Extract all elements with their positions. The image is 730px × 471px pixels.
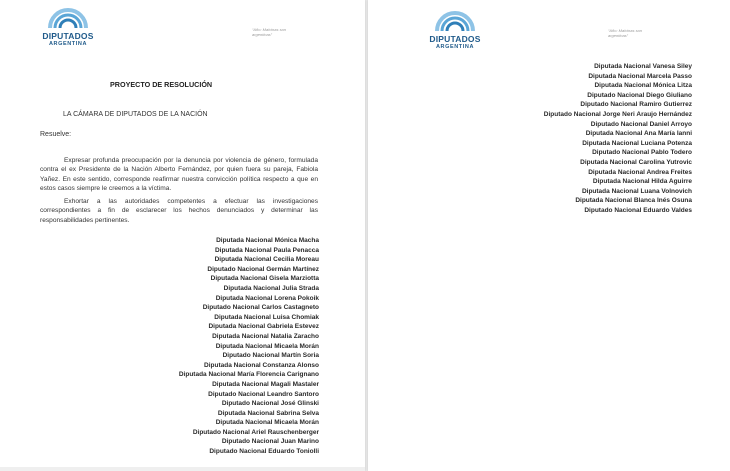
signer-name: Diputada Nacional Andrea Freites (588, 168, 692, 176)
signer-name: Diputado Nacional Leandro Santoro (208, 390, 319, 398)
signer-name: Diputado Nacional Jorge Neri Araujo Hernández (543, 110, 692, 118)
signer-name: Diputada Nacional Luciana Potenza (582, 139, 692, 147)
resolution-paragraph-2: Exhortar a las autoridades competentes a efectuar las investigaciones correspondientes a fin de esclarecer los hechos denunciados y determinar las responsabilidades pertinentes. (40, 198, 318, 224)
signer-name: Diputado Nacional Pablo Todero (592, 149, 692, 157)
signer-name: Diputada Nacional Gisela Marziotta (210, 275, 319, 283)
signer-name: Diputada Nacional Luisa Chomiak (214, 313, 319, 321)
diputados-logo (38, 6, 98, 47)
resuelve-label: Resuelve: (40, 131, 72, 138)
signer-name: Diputado Nacional José Glinski (221, 400, 319, 408)
logo-text-argentina: ARGENTINA (435, 44, 475, 50)
signer-name: Diputada Nacional Carolina Yutrovic (580, 158, 692, 166)
signer-name: Diputada Nacional Sabrina Selva (217, 409, 319, 417)
signer-name: Diputada Nacional Julia Strada (223, 284, 319, 292)
signer-name: Diputado Nacional Eduardo Valdes (584, 206, 692, 214)
signer-name: Diputada Nacional Ana María Ianni (585, 130, 692, 138)
sun-arc-logo-icon (46, 6, 90, 30)
signer-name: Diputada Nacional Hilda Aguirre (592, 178, 692, 186)
page-bottom-edge (0, 467, 365, 471)
signer-name: Diputada Nacional Micaela Morán (215, 342, 319, 350)
signer-name: Diputada Nacional Micaela Morán (215, 419, 319, 427)
logo-text-argentina: ARGENTINA (48, 41, 88, 47)
signer-name: Diputada Nacional María Florencia Carignano (178, 371, 319, 379)
signer-name: Diputado Nacional Juan Marino (221, 438, 319, 446)
signer-name: Diputado Nacional Germán Martínez (207, 265, 319, 273)
signer-name: Diputada Nacional Natalia Zaracho (212, 332, 319, 340)
signer-name: Diputado Nacional Eduardo Toniolli (209, 448, 319, 456)
signer-name: Diputada Nacional Marcela Passo (588, 72, 692, 80)
signer-name: Diputada Nacional Vanesa Siley (594, 63, 692, 70)
document-title: PROYECTO DE RESOLUCIÓN (110, 80, 213, 89)
sun-arc-logo-icon (433, 9, 477, 33)
signer-name: Diputado Nacional Carlos Castagneto (202, 304, 319, 312)
signer-name: Diputada Nacional Lorena Pokoik (215, 294, 319, 302)
signer-name: Diputada Nacional Luana Volnovich (581, 187, 692, 195)
header-note: “Año: Malvinas son argentinas” (252, 27, 287, 37)
resolution-paragraph-1: Expresar profunda preocupación por la denuncia por violencia de género, formulada contra el ex Presidente de la Nación Alberto Fernández, por quien fuera su pareja, Fabiola Yañez. En este sentido, corresponde reafirmar nuestra convicción política respecto a que en estos casos siempre le creemos a la víctima. (40, 157, 318, 193)
diputados-logo (425, 9, 485, 50)
logo-text-diputados: DIPUTADOS (429, 34, 481, 44)
signer-name: Diputada Nacional Magali Mastaler (212, 380, 319, 388)
signers-list-page-2 (544, 62, 692, 216)
signer-name: Diputada Nacional Blanca Inés Osuna (575, 197, 692, 205)
signer-name: Diputada Nacional Constanza Alonso (204, 361, 319, 369)
logo-text-diputados: DIPUTADOS (42, 31, 94, 41)
signer-name: Diputada Nacional Paula Penacca (214, 246, 319, 254)
signer-name: Diputado Nacional Ariel Rauschenberger (192, 428, 319, 436)
signer-name: Diputado Nacional Daniel Arroyo (590, 120, 692, 128)
signer-name: Diputado Nacional Ramiro Gutierrez (580, 101, 692, 109)
signers-list-page-1 (179, 236, 319, 457)
signer-name: Diputado Nacional Martín Soria (222, 352, 319, 360)
signer-name: Diputada Nacional Gabriela Estevez (208, 323, 319, 331)
header-note: “Año: Malvinas son argentinas” (608, 28, 643, 38)
signer-name: Diputada Nacional Mónica Litza (594, 82, 692, 90)
signer-name: Diputado Nacional Diego Giuliano (587, 91, 692, 99)
signer-name: Diputada Nacional Cecilia Moreau (214, 256, 319, 264)
document-page-2 (368, 0, 730, 471)
chamber-heading: LA CÁMARA DE DIPUTADOS DE LA NACIÓN (63, 111, 208, 118)
signer-name: Diputada Nacional Mónica Macha (216, 237, 319, 244)
